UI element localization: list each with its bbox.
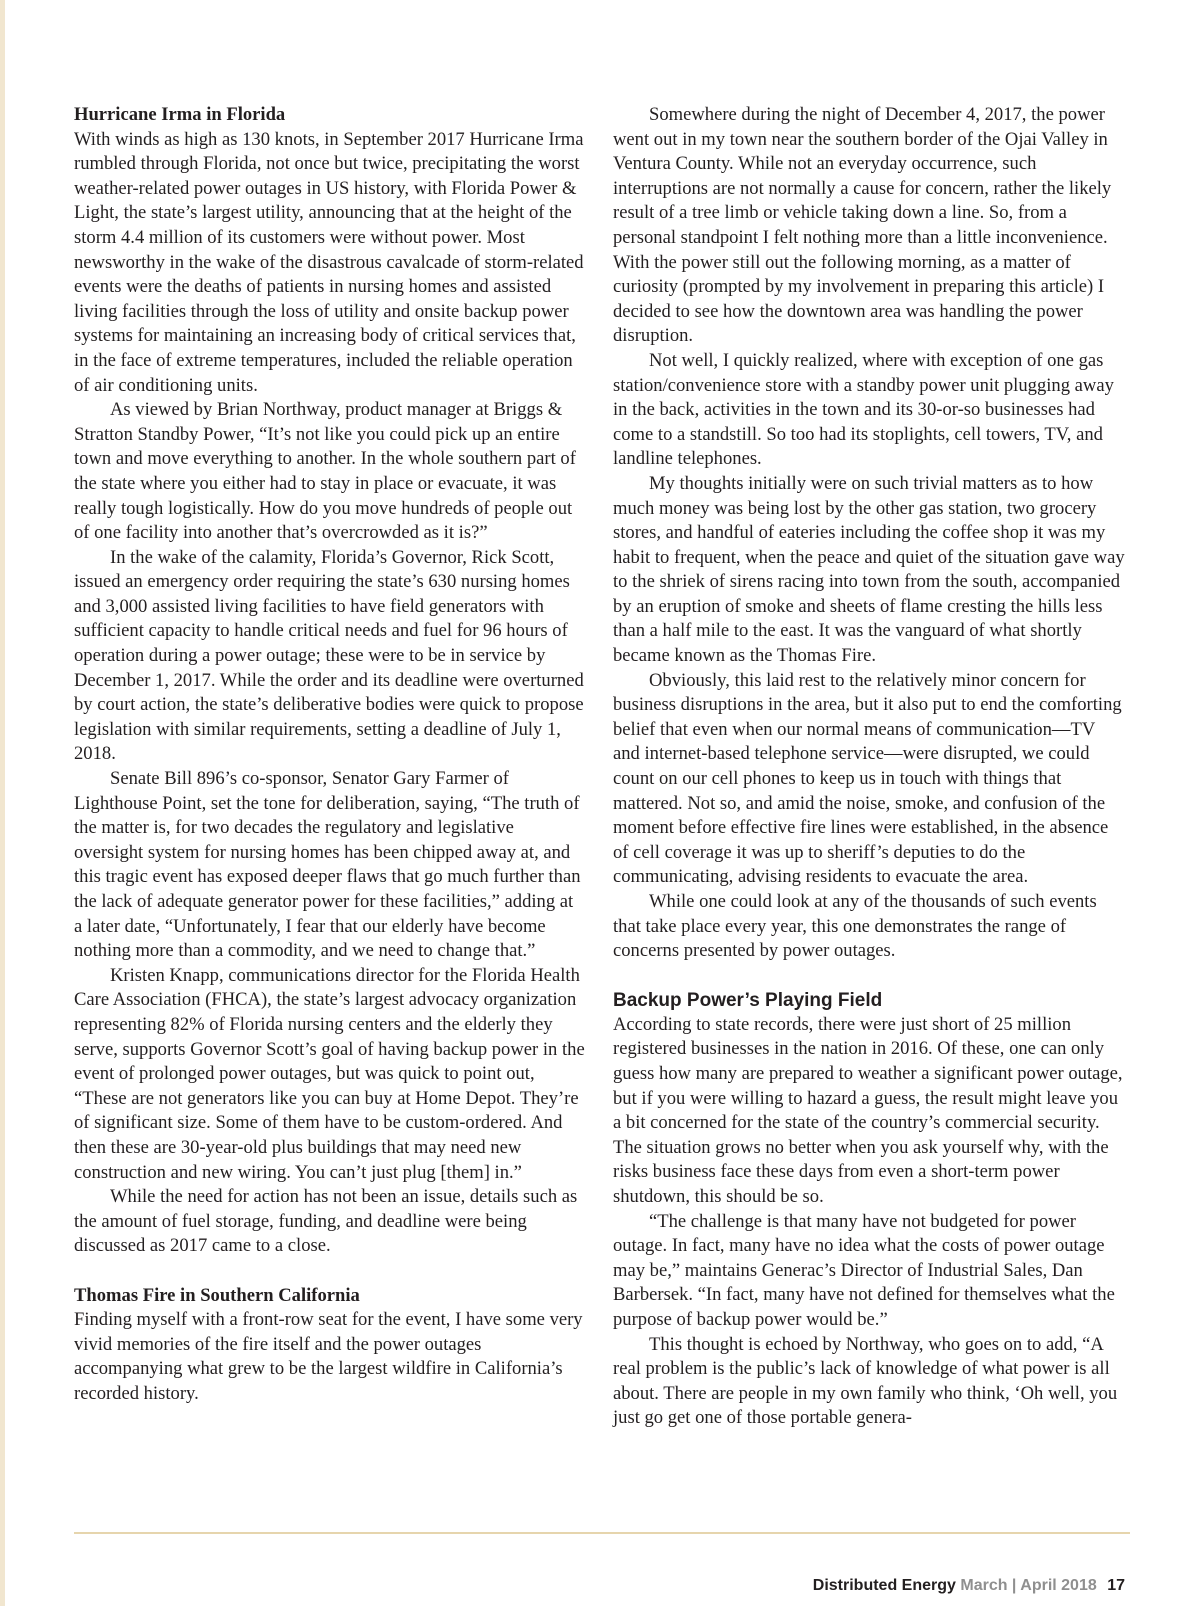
heading-backup-power: Backup Power’s Playing Field [613,989,883,1011]
paragraph: Obviously, this laid rest to the relatively minor concern for business disruptions in the area, but it also put to end the comforting belief that even when our normal means of communication—TV and internet-based telephone service—were disrupted, we could count on our cell phones to keep us in touch with things that mattered. Not so, and amid the noise, smoke, and confusion of the moment before effective fire lines were established, in the absence of cell coverage it was up to sheriff’s deputies to do the communicating, advising residents to evacuate the area. [613,669,1122,888]
page-edge-strip [0,0,5,1606]
paragraph: Somewhere during the night of December 4, 2017, the power went out in my town near the southern border of the Ojai Valley in Ventura County. While not an everyday occurrence, such interruptions are not normally a cause for concern, rather the likely result of a tree limb or vehicle taking down a line. So, from a personal standpoint I felt nothing more than a little inconvenience. With the power still out the following morning, as a matter of curiosity (prompted by my involvement in preparing this article) I decided to see how the downtown area was handling the power disruption. [613,104,1112,347]
paragraph: With winds as high as 130 knots, in September 2017 Hurricane Irma rumbled through Florida, not once but twice, precipitating the worst weather-related power outages in US history, with Florida Power & Light, the state’s largest utility, announcing that at the height of the storm 4.4 million of its customers were without power. Most newsworthy in the wake of the disastrous cavalcade of storm-related events were the deaths of patients in nursing homes and assisted living facilities through the loss of utility and onsite backup power systems for maintaining an increasing body of critical services that, in the face of extreme temperatures, included the reliable operation of air conditioning units. [74,128,584,396]
paragraph: This thought is echoed by Northway, who goes on to add, “A real problem is the public’s lack of knowledge of what power is all about. There are people in my own family who think, ‘Oh well, you just go get one of those portable genera- [613,1333,1118,1429]
paragraph: “The challenge is that many have not budgeted for power outage. In fact, many have no idea what the costs of power outage may be,” maintains Generac’s Director of Industrial Sales, Dan Barbersek. “In fact, many have not defined for themselves what the purpose of backup power would be.” [613,1210,1115,1330]
paragraph: While the need for action has not been an issue, details such as the amount of fuel storage, funding, and deadline were being discussed as 2017 came to a close. [74,1186,578,1257]
heading-hurricane-irma: Hurricane Irma in Florida [74,104,286,125]
issue-date: March | April 2018 [960,1577,1097,1594]
footer-rule [74,1532,1130,1534]
left-column [74,103,586,1406]
right-column [613,103,1125,1431]
heading-thomas-fire: Thomas Fire in Southern California [74,1284,360,1306]
page-number: 17 [1107,1577,1125,1594]
paragraph: My thoughts initially were on such trivial matters as to how much money was being lost by the other gas station, two grocery stores, and handful of eateries including the coffee shop it was my habit to frequent, when the peace and quiet of the situation gave way to the shriek of sirens racing into town from the south, accompanied by an eruption of smoke and sheets of flame cresting the hills less than a half mile to the east. It was the vanguard of what shortly became known as the Thomas Fire. [613,472,1125,667]
paragraph: As viewed by Brian Northway, product manager at Briggs & Stratton Standby Power, “It’s not like you could pick up an entire town and move everything to another. In the whole southern part of the state where you either had to stay in place or evacuate, it was really tough logistically. How do you move hundreds of people out of one facility into another that’s overcrowded as it is?” [74,399,576,544]
publication-name: Distributed Energy [812,1577,956,1594]
paragraph: Senate Bill 896’s co-sponsor, Senator Gary Farmer of Lighthouse Point, set the tone for deliberation, saying, “The truth of the matter is, for two decades the regulatory and legislative oversight system for nursing homes has been chipped away at, and this tragic event has exposed deeper flaws that go much further than the lack of adequate generator power for these facilities,” adding at a later date, “Unfortunately, I fear that our elderly have become nothing more than a commodity, and we need to change that.” [74,768,581,962]
paragraph: Not well, I quickly realized, where with exception of one gas station/convenience store with a standby power unit plugging away in the back, activities in the town and its 30-or-so businesses had come to a standstill. So too had its stoplights, cell towers, TV, and landline telephones. [613,349,1114,470]
paragraph: According to state records, there were just short of 25 million registered businesses in the nation in 2016. Of these, one can only guess how many are prepared to weather a significant power outage, but if you were willing to hazard a guess, the result might leave you a bit concerned for the state of the country’s commercial security. The situation grows no better when you ask yourself why, with the risks business face these days from even a short-term power shutdown, this should be so. [613,1013,1123,1207]
paragraph: Finding myself with a front-row seat for the event, I have some very vivid memories of the fire itself and the power outages accompanying what grew to be the largest wildfire in California’s recorded history. [74,1309,583,1404]
paragraph: Kristen Knapp, communications director for the Florida Health Care Association (FHCA), the state’s largest advocacy organization representing 82% of Florida nursing centers and the elderly they serve, supports Governor Scott’s goal of having backup power in the event of prolonged power outages, but was quick to point out, “These are not generators like you can buy at Home Depot. They’re of significant size. Some of them have to be custom-ordered. And then these are 30-year-old plus buildings that may need new construction and new wiring. You can’t just plug [them] in.” [74,964,585,1183]
page-footer [813,1576,1125,1596]
paragraph: While one could look at any of the thousands of such events that take place every year, this one demonstrates the range of concerns presented by power outages. [613,891,1097,962]
paragraph: In the wake of the calamity, Florida’s Governor, Rick Scott, issued an emergency order requiring the state’s 630 nursing homes and 3,000 assisted living facilities to have field generators with sufficient capacity to handle critical needs and fuel for 96 hours of operation during a power outage; these were to be in service by December 1, 2017. While the order and its deadline were overturned by court action, the state’s deliberative bodies were quick to propose legislation with similar requirements, setting a deadline of July 1, 2018. [74,546,584,765]
